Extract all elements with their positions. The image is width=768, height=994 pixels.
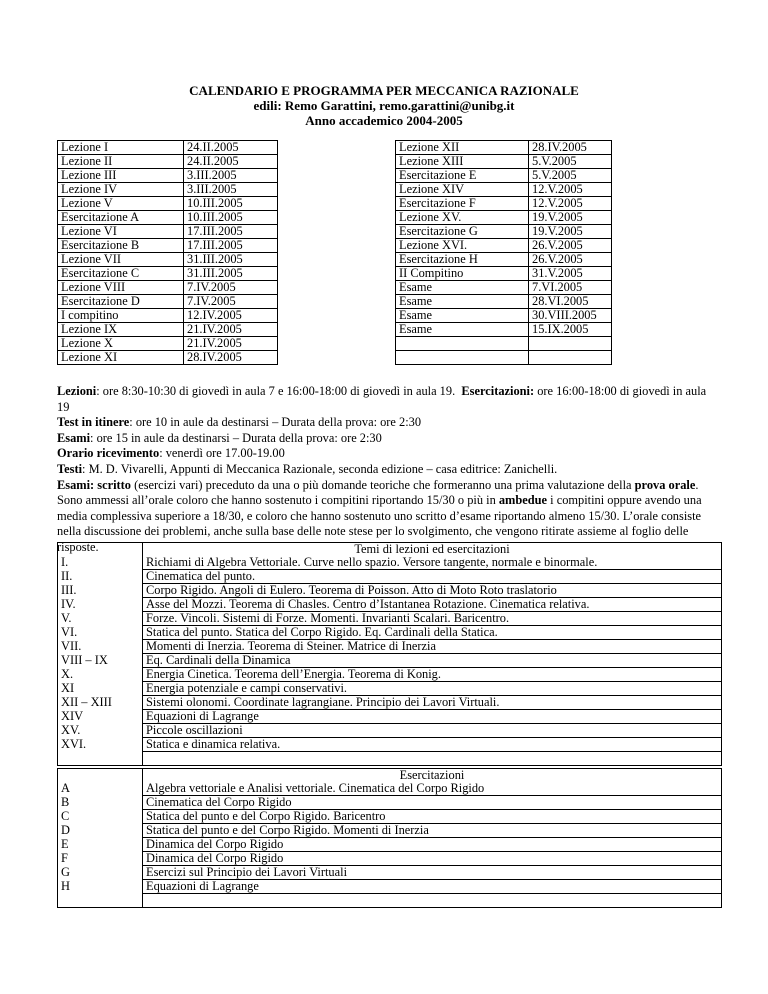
topic-description: Sistemi olonomi. Coordinate lagrangiane. Principio dei Lavori Virtuali.: [143, 696, 722, 710]
orario-label: Orario ricevimento: [57, 446, 160, 461]
topic-code: II.: [58, 570, 143, 584]
topic-row: [58, 584, 722, 598]
schedule-event: Lezione III: [58, 169, 184, 183]
topic-row: [58, 626, 722, 640]
academic-year: Anno accademico 2004-2005: [305, 113, 463, 128]
topic-description: Cinematica del Corpo Rigido: [143, 796, 722, 810]
schedule-row: [396, 155, 612, 169]
topic-row: [58, 570, 722, 584]
schedule-row: [396, 295, 612, 309]
topic-description: Equazioni di Lagrange: [143, 880, 722, 894]
topics-heading-row: [58, 769, 722, 783]
topic-code: A: [58, 782, 143, 796]
test-text: : ore 10 in aule da destinarsi – Durata della prova: ore 2:30: [129, 415, 422, 430]
testi-label: Testi: [57, 461, 83, 476]
topic-description: Energia potenziale e campi conservativi.: [143, 682, 722, 696]
esercitazioni-label: Esercitazioni:: [461, 384, 535, 398]
esami-label: Esami: [57, 430, 91, 445]
schedule-date: 12.V.2005: [529, 183, 612, 197]
schedule-event: II Compitino: [396, 267, 529, 281]
esercitazioni-text: ore 16:00-18:00 di giovedì in aula 19: [57, 384, 707, 414]
schedule-row: [58, 309, 278, 323]
schedule-row: [396, 267, 612, 281]
topic-description: Corpo Rigido. Angoli di Eulero. Teorema di Poisson. Atto di Moto Roto traslatorio: [143, 584, 722, 598]
topic-code: I.: [58, 556, 143, 570]
topics-heading: Temi di lezioni ed esercitazioni: [143, 543, 722, 557]
schedule-row: [396, 169, 612, 183]
schedule-date: 19.V.2005: [529, 225, 612, 239]
topic-row-empty: [58, 894, 722, 908]
schedule-row: [396, 281, 612, 295]
topic-code: [58, 752, 143, 766]
topic-description: Dinamica del Corpo Rigido: [143, 838, 722, 852]
document-subtitle: edili: Remo Garattini, remo.garattini@unibg.it: [253, 98, 515, 113]
info-testi: [57, 462, 719, 478]
topic-description: Esercizi sul Principio dei Lavori Virtuali: [143, 866, 722, 880]
schedule-row: [58, 281, 278, 295]
schedule-date: 17.III.2005: [184, 239, 278, 253]
schedule-date: 28.VI.2005: [529, 295, 612, 309]
schedule-date: [529, 337, 612, 351]
topic-code: VIII – IX: [58, 654, 143, 668]
schedule-date: 17.III.2005: [184, 225, 278, 239]
topic-row: [58, 612, 722, 626]
topics-table-esercitazioni: [57, 768, 722, 908]
schedule-event: Esame: [396, 323, 529, 337]
schedule-row: [58, 239, 278, 253]
orario-text: : venerdì ore 17.00-19.00: [159, 446, 285, 461]
topic-row: [58, 640, 722, 654]
ambedue-label: ambedue: [498, 493, 548, 508]
prova-orale-label: prova orale: [634, 477, 696, 492]
topic-row: [58, 738, 722, 752]
topic-description: Energia Cinetica. Teorema dell’Energia. Teorema di Konig.: [143, 668, 722, 682]
document-title: CALENDARIO E PROGRAMMA PER MECCANICA RAZIONALE: [189, 83, 579, 98]
topics-heading-row: [58, 543, 722, 557]
document-header: [0, 83, 768, 128]
topic-code: III.: [58, 584, 143, 598]
topic-description: [143, 752, 722, 766]
schedule-date: [529, 351, 612, 365]
topic-code: H: [58, 880, 143, 894]
schedule-event: Lezione XII: [396, 141, 529, 155]
schedule-date: 19.V.2005: [529, 211, 612, 225]
info-lezioni: [57, 384, 719, 415]
topics-heading: Esercitazioni: [143, 769, 722, 783]
schedule-date: 10.III.2005: [184, 211, 278, 225]
topic-row: [58, 556, 722, 570]
topic-code: X.: [58, 668, 143, 682]
topic-description: Piccole oscillazioni: [143, 724, 722, 738]
schedule-event: [396, 337, 529, 351]
info-test: [57, 415, 719, 431]
schedule-event: Lezione XVI.: [396, 239, 529, 253]
topic-description: Forze. Vincoli. Sistemi di Forze. Momenti. Invarianti Scalari. Baricentro.: [143, 612, 722, 626]
topics-table-lezioni: [57, 542, 722, 766]
schedule-event: Esercitazione E: [396, 169, 529, 183]
test-label: Test in itinere: [57, 415, 130, 430]
topic-row: [58, 682, 722, 696]
schedule-row: [58, 295, 278, 309]
schedule-date: 7.IV.2005: [184, 295, 278, 309]
topic-row: [58, 696, 722, 710]
topic-code-empty: [58, 769, 143, 783]
schedule-event: Esercitazione B: [58, 239, 184, 253]
topic-code: XV.: [58, 724, 143, 738]
schedule-event: Esame: [396, 309, 529, 323]
topic-code: [58, 894, 143, 908]
topic-code: D: [58, 824, 143, 838]
topic-code: E: [58, 838, 143, 852]
schedule-event: Lezione VIII: [58, 281, 184, 295]
schedule-row: [396, 253, 612, 267]
schedule-row: [396, 141, 612, 155]
schedule-row: [58, 267, 278, 281]
schedule-row: [58, 197, 278, 211]
schedule-table-left: [57, 140, 278, 365]
topic-description: Statica e dinamica relativa.: [143, 738, 722, 752]
schedule-row: [58, 155, 278, 169]
schedule-row: [396, 183, 612, 197]
topic-row: [58, 782, 722, 796]
topic-code-empty: [58, 543, 143, 557]
schedule-date: 12.IV.2005: [184, 309, 278, 323]
schedule-event: Esercitazione D: [58, 295, 184, 309]
schedule-date: 28.IV.2005: [529, 141, 612, 155]
schedule-event: I compitino: [58, 309, 184, 323]
topic-code: XII – XIII: [58, 696, 143, 710]
schedule-date: 26.V.2005: [529, 253, 612, 267]
topic-row: [58, 654, 722, 668]
schedule-date: 30.VIII.2005: [529, 309, 612, 323]
schedule-table-right: [395, 140, 612, 365]
schedule-event: Lezione VII: [58, 253, 184, 267]
schedule-row: [58, 225, 278, 239]
schedule-event: Lezione XV.: [396, 211, 529, 225]
topic-row-empty: [58, 752, 722, 766]
schedule-date: 7.VI.2005: [529, 281, 612, 295]
schedule-row: [58, 141, 278, 155]
topic-code: IV.: [58, 598, 143, 612]
info-orario: [57, 446, 719, 462]
schedule-row: [58, 253, 278, 267]
schedule-date: 21.IV.2005: [184, 323, 278, 337]
topic-row: [58, 796, 722, 810]
topic-description: Equazioni di Lagrange: [143, 710, 722, 724]
topic-description: Momenti di Inerzia. Teorema di Steiner. Matrice di Inerzia: [143, 640, 722, 654]
topic-description: Algebra vettoriale e Analisi vettoriale. Cinematica del Corpo Rigido: [143, 782, 722, 796]
topic-code: G: [58, 866, 143, 880]
schedule-date: 21.IV.2005: [184, 337, 278, 351]
topic-row: [58, 710, 722, 724]
schedule-event: Esercitazione A: [58, 211, 184, 225]
topic-row: [58, 880, 722, 894]
schedule-event: Lezione XIV: [396, 183, 529, 197]
topic-code: XIV: [58, 710, 143, 724]
topic-code: C: [58, 810, 143, 824]
topic-description: Cinematica del punto.: [143, 570, 722, 584]
topic-row: [58, 838, 722, 852]
schedule-date: 24.II.2005: [184, 155, 278, 169]
schedule-row: [58, 183, 278, 197]
schedule-event: Lezione V: [58, 197, 184, 211]
topic-description: Richiami di Algebra Vettoriale. Curve nello spazio. Versore tangente, normale e binormale.: [143, 556, 722, 570]
esami-text-3: i compitini oppure avendo una media complessiva superiore a 18/30, e coloro che hanno sostenuto uno scritto d’esame riportando almeno 15/30. L’orale consiste nella discussione dei problemi, anche sulla base delle note stese per lo svolgimento, che vengono ritirate assieme al foglio delle risposte.: [57, 493, 702, 554]
schedule-date: 3.III.2005: [184, 183, 278, 197]
lezioni-text: : ore 8:30-10:30 di giovedì in aula 7 e 16:00-18:00 di giovedì in aula 19.: [96, 384, 456, 398]
schedule-row: [58, 211, 278, 225]
topic-code: V.: [58, 612, 143, 626]
schedule-date: 12.V.2005: [529, 197, 612, 211]
schedule-event: Esame: [396, 281, 529, 295]
schedule-date: 10.III.2005: [184, 197, 278, 211]
schedule-row: [396, 337, 612, 351]
schedule-date: 24.II.2005: [184, 141, 278, 155]
schedule-row: [396, 239, 612, 253]
schedule-date: 31.III.2005: [184, 267, 278, 281]
topic-row: [58, 668, 722, 682]
schedule-row: [396, 225, 612, 239]
topic-row: [58, 598, 722, 612]
schedule-row: [58, 169, 278, 183]
schedule-date: 31.V.2005: [529, 267, 612, 281]
schedule-event: Lezione XIII: [396, 155, 529, 169]
course-info: [57, 384, 719, 556]
topic-code: VI.: [58, 626, 143, 640]
topic-row: [58, 724, 722, 738]
schedule-row: [396, 351, 612, 365]
schedule-event: Esercitazione F: [396, 197, 529, 211]
schedule-date: 3.III.2005: [184, 169, 278, 183]
topic-code: VII.: [58, 640, 143, 654]
schedule-event: Lezione X: [58, 337, 184, 351]
schedule-date: 31.III.2005: [184, 253, 278, 267]
info-esami: [57, 431, 719, 447]
schedule-event: Esercitazione C: [58, 267, 184, 281]
schedule-event: Lezione IV: [58, 183, 184, 197]
esami-scritto-label: Esami: scritto: [57, 477, 131, 492]
topic-description: Statica del punto e del Corpo Rigido. Momenti di Inerzia: [143, 824, 722, 838]
topic-code: XVI.: [58, 738, 143, 752]
topic-code: XI: [58, 682, 143, 696]
schedule-row: [396, 323, 612, 337]
topic-row: [58, 824, 722, 838]
schedule-date: 26.V.2005: [529, 239, 612, 253]
schedule-event: Esame: [396, 295, 529, 309]
schedule-row: [396, 197, 612, 211]
schedule-event: Esercitazione G: [396, 225, 529, 239]
schedule-row: [58, 351, 278, 365]
esami-text-2: . Sono ammessi all’orale coloro che hanno sostenuto i compitini riportando 15/30 o più in: [57, 477, 699, 508]
topic-description: Asse del Mozzi. Teorema di Chasles. Centro d’Istantanea Rotazione. Cinematica relativa.: [143, 598, 722, 612]
esami-text: : ore 15 in aule da destinarsi – Durata della prova: ore 2:30: [90, 430, 382, 445]
esami-text-1: (esercizi vari) preceduto da una o più domande teoriche che formeranno una prima valutazione della: [130, 477, 635, 492]
schedule-date: 5.V.2005: [529, 169, 612, 183]
schedule-event: Lezione XI: [58, 351, 184, 365]
topic-row: [58, 810, 722, 824]
schedule-event: Lezione II: [58, 155, 184, 169]
schedule-date: 15.IX.2005: [529, 323, 612, 337]
schedule-row: [396, 211, 612, 225]
schedule-row: [58, 337, 278, 351]
topic-description: Statica del punto e del Corpo Rigido. Baricentro: [143, 810, 722, 824]
schedule-event: Lezione I: [58, 141, 184, 155]
lezioni-label: Lezioni: [57, 384, 97, 398]
topic-code: B: [58, 796, 143, 810]
schedule-row: [396, 309, 612, 323]
topic-description: Eq. Cardinali della Dinamica: [143, 654, 722, 668]
schedule-event: Lezione VI: [58, 225, 184, 239]
schedule-date: 7.IV.2005: [184, 281, 278, 295]
topic-description: Dinamica del Corpo Rigido: [143, 852, 722, 866]
schedule-row: [58, 323, 278, 337]
topic-row: [58, 852, 722, 866]
testi-text: : M. D. Vivarelli, Appunti di Meccanica Razionale, seconda edizione – casa editrice: Zanichelli.: [82, 461, 558, 476]
schedule-event: Lezione IX: [58, 323, 184, 337]
schedule-date: 5.V.2005: [529, 155, 612, 169]
topic-description: Statica del punto. Statica del Corpo Rigido. Eq. Cardinali della Statica.: [143, 626, 722, 640]
topic-description: [143, 894, 722, 908]
schedule-event: Esercitazione H: [396, 253, 529, 267]
topic-code: F: [58, 852, 143, 866]
schedule-date: 28.IV.2005: [184, 351, 278, 365]
topic-row: [58, 866, 722, 880]
schedule-event: [396, 351, 529, 365]
